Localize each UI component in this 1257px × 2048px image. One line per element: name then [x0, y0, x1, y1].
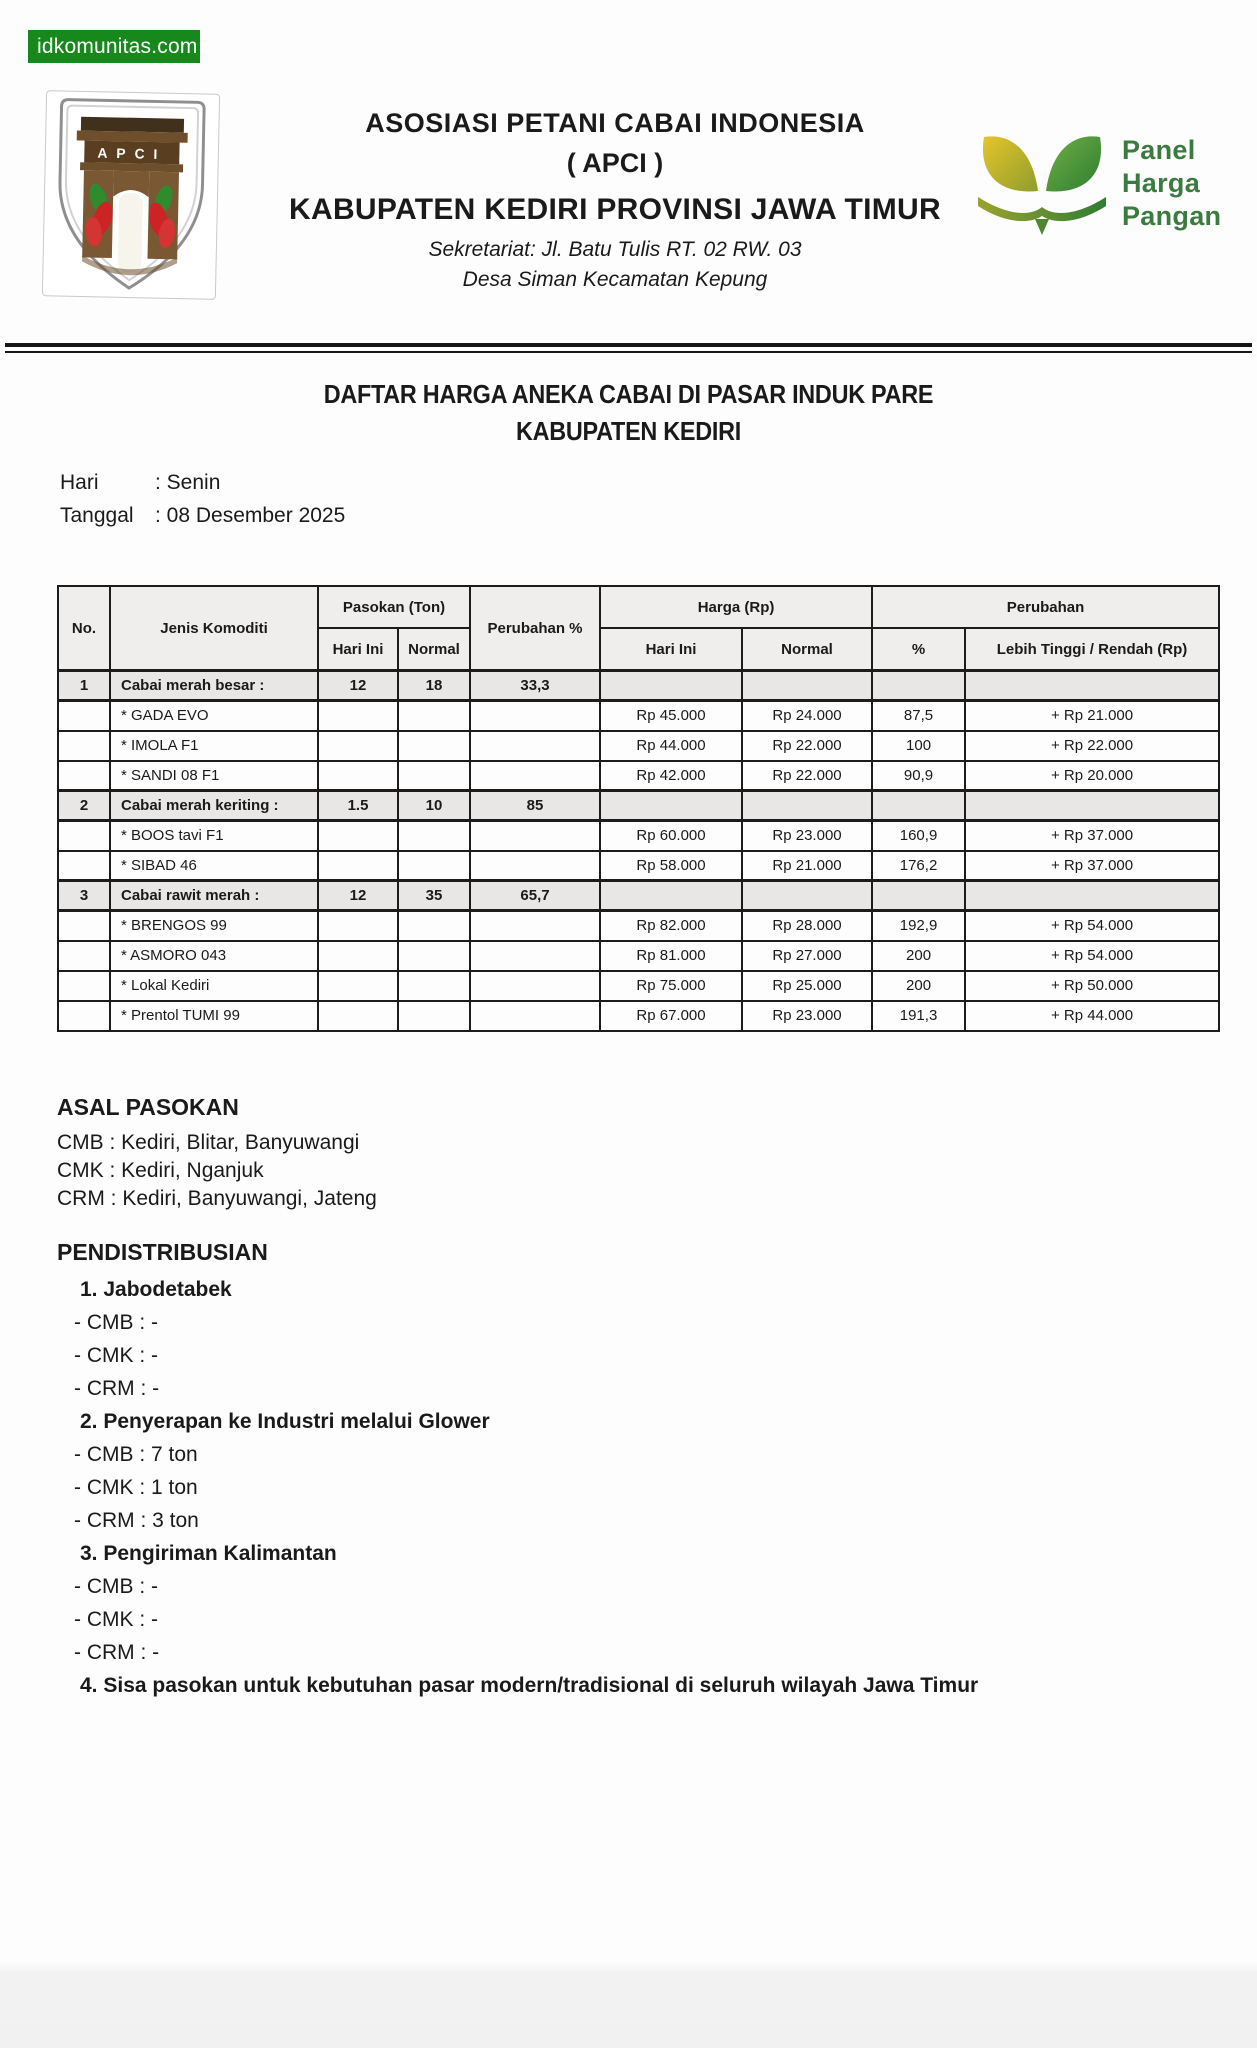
- cell-harga_normal: Rp 22.000: [742, 731, 872, 761]
- cell-no: [58, 701, 110, 731]
- cell-no: [58, 851, 110, 881]
- cell-perubahan_pct: 65,7: [470, 881, 600, 911]
- cell-pasokan_normal: [398, 821, 470, 851]
- cell-pct: 176,2: [872, 851, 965, 881]
- cell-pasokan_normal: 10: [398, 791, 470, 821]
- cell-pct: [872, 791, 965, 821]
- cell-no: 2: [58, 791, 110, 821]
- cell-harga_normal: Rp 27.000: [742, 941, 872, 971]
- cell-harga_hari: Rp 45.000: [600, 701, 742, 731]
- distrib-sub: - CMK : -: [74, 1608, 158, 1631]
- cell-label: Cabai rawit merah :: [110, 881, 318, 911]
- org-abbrev: ( APCI ): [566, 148, 664, 178]
- header-selisih: Lebih Tinggi / Rendah (Rp): [965, 628, 1219, 671]
- tanggal-label: Tanggal: [60, 504, 134, 527]
- distrib-sub: - CMK : -: [74, 1344, 158, 1367]
- cell-pct: 90,9: [872, 761, 965, 791]
- cell-pasokan_normal: [398, 761, 470, 791]
- cell-pasokan_hari: [318, 1001, 398, 1031]
- asal-pasokan-section: [57, 1093, 377, 1213]
- cell-selisih: [965, 791, 1219, 821]
- cell-label: * ASMORO 043: [110, 941, 318, 971]
- cell-harga_normal: [742, 671, 872, 701]
- cell-no: [58, 821, 110, 851]
- cell-pasokan_hari: [318, 941, 398, 971]
- cell-selisih: + Rp 44.000: [965, 1001, 1219, 1031]
- distrib-item-2: 2. Penyerapan ke Industri melalui Glower: [80, 1410, 490, 1433]
- distrib-item-3: 3. Pengiriman Kalimantan: [80, 1542, 337, 1565]
- item-row: [58, 821, 1219, 851]
- cell-pasokan_normal: 35: [398, 881, 470, 911]
- cell-no: [58, 971, 110, 1001]
- item-row: [58, 941, 1219, 971]
- category-row: [58, 791, 1219, 821]
- cell-perubahan_pct: 85: [470, 791, 600, 821]
- shield-icon: [47, 94, 215, 295]
- cell-no: [58, 1001, 110, 1031]
- cell-harga_hari: [600, 791, 742, 821]
- cell-selisih: + Rp 50.000: [965, 971, 1219, 1001]
- cell-pct: [872, 881, 965, 911]
- pendistribusian-heading: PENDISTRIBUSIAN: [57, 1239, 268, 1265]
- distrib-sub: - CMB : -: [74, 1575, 158, 1598]
- cell-pasokan_hari: 12: [318, 671, 398, 701]
- cell-label: * GADA EVO: [110, 701, 318, 731]
- cell-perubahan_pct: [470, 701, 600, 731]
- cell-label: * BOOS tavi F1: [110, 821, 318, 851]
- cell-label: * BRENGOS 99: [110, 911, 318, 941]
- cell-harga_hari: Rp 82.000: [600, 911, 742, 941]
- title-line2: KABUPATEN KEDIRI: [516, 416, 741, 446]
- hari-row: [60, 466, 345, 499]
- hari-label: Hari: [60, 471, 99, 494]
- price-table-body: [58, 671, 1219, 1031]
- tanggal-value: : 08 Desember 2025: [155, 504, 346, 527]
- distrib-sub: - CMK : 1 ton: [74, 1476, 198, 1499]
- header-harga-group: Harga (Rp): [600, 586, 872, 628]
- cell-pct: 200: [872, 941, 965, 971]
- distrib-sub: - CMB : -: [74, 1311, 158, 1334]
- item-row: [58, 971, 1219, 1001]
- cell-selisih: [965, 881, 1219, 911]
- cell-harga_normal: Rp 25.000: [742, 971, 872, 1001]
- header-pct: %: [872, 628, 965, 671]
- cell-pct: 192,9: [872, 911, 965, 941]
- cell-label: Cabai merah keriting :: [110, 791, 318, 821]
- tanggal-row: [60, 499, 345, 532]
- cell-pct: 87,5: [872, 701, 965, 731]
- cell-pasokan_hari: [318, 731, 398, 761]
- asal-line-cmk: CMK : Kediri, Nganjuk: [57, 1159, 264, 1182]
- category-row: [58, 671, 1219, 701]
- cell-label: * Lokal Kediri: [110, 971, 318, 1001]
- distrib-sub: - CRM : -: [74, 1641, 160, 1664]
- cell-pasokan_hari: [318, 851, 398, 881]
- cell-pct: 191,3: [872, 1001, 965, 1031]
- distrib-item-4: 4. Sisa pasokan untuk kebutuhan pasar modern/tradisional di seluruh wilayah Jawa Timur: [80, 1674, 979, 1697]
- cell-pasokan_hari: [318, 971, 398, 1001]
- header-perubahan-group: Perubahan: [872, 586, 1219, 628]
- org-desa: Desa Siman Kecamatan Kepung: [462, 268, 768, 291]
- distrib-sub: - CRM : 3 ton: [74, 1509, 199, 1532]
- cell-no: 1: [58, 671, 110, 701]
- cell-selisih: [965, 671, 1219, 701]
- cell-harga_normal: Rp 23.000: [742, 1001, 872, 1031]
- item-row: [58, 701, 1219, 731]
- cell-harga_hari: Rp 60.000: [600, 821, 742, 851]
- logo-word-pangan: Pangan: [1122, 201, 1222, 231]
- cell-harga_normal: Rp 21.000: [742, 851, 872, 881]
- item-row: [58, 911, 1219, 941]
- cell-harga_hari: [600, 881, 742, 911]
- cell-no: 3: [58, 881, 110, 911]
- item-row: [58, 731, 1219, 761]
- cell-label: Cabai merah besar :: [110, 671, 318, 701]
- cell-harga_normal: Rp 28.000: [742, 911, 872, 941]
- logo-word-harga: Harga: [1122, 168, 1201, 198]
- pendistribusian-section: [57, 1236, 978, 1702]
- cell-harga_hari: Rp 42.000: [600, 761, 742, 791]
- asal-line-cmb: CMB : Kediri, Blitar, Banyuwangi: [57, 1131, 360, 1154]
- org-region: KABUPATEN KEDIRI PROVINSI JAWA TIMUR: [289, 193, 941, 226]
- cell-perubahan_pct: [470, 731, 600, 761]
- cell-harga_normal: Rp 24.000: [742, 701, 872, 731]
- scan-bottom-edge: [0, 1962, 1257, 2048]
- title-line1: DAFTAR HARGA ANEKA CABAI DI PASAR INDUK PARE: [323, 379, 934, 409]
- cell-pasokan_normal: [398, 941, 470, 971]
- cell-perubahan_pct: [470, 851, 600, 881]
- cell-selisih: + Rp 54.000: [965, 911, 1219, 941]
- cell-pasokan_normal: [398, 701, 470, 731]
- price-table-header: [58, 586, 1219, 671]
- org-sekretariat: Sekretariat: Jl. Batu Tulis RT. 02 RW. 03: [428, 238, 802, 261]
- cell-selisih: + Rp 54.000: [965, 941, 1219, 971]
- cell-pct: 200: [872, 971, 965, 1001]
- cell-pasokan_normal: [398, 911, 470, 941]
- cell-pct: 160,9: [872, 821, 965, 851]
- cell-perubahan_pct: [470, 761, 600, 791]
- date-block: [60, 466, 345, 532]
- cell-harga_hari: [600, 671, 742, 701]
- letterhead: [245, 108, 985, 292]
- cell-no: [58, 731, 110, 761]
- distrib-item-1: 1. Jabodetabek: [80, 1278, 232, 1301]
- cell-pasokan_normal: [398, 1001, 470, 1031]
- cell-selisih: + Rp 37.000: [965, 851, 1219, 881]
- cell-harga_hari: Rp 67.000: [600, 1001, 742, 1031]
- cell-selisih: + Rp 20.000: [965, 761, 1219, 791]
- org-name: ASOSIASI PETANI CABAI INDONESIA: [365, 108, 865, 138]
- cell-label: * Prentol TUMI 99: [110, 1001, 318, 1031]
- logo-wordmark: [1122, 134, 1221, 233]
- cell-harga_normal: [742, 881, 872, 911]
- header-harga-normal: Normal: [742, 628, 872, 671]
- cell-harga_hari: Rp 81.000: [600, 941, 742, 971]
- cell-selisih: + Rp 22.000: [965, 731, 1219, 761]
- cell-perubahan_pct: [470, 911, 600, 941]
- header-harga-hari-ini: Hari Ini: [600, 628, 742, 671]
- logo-word-panel: Panel: [1122, 135, 1196, 165]
- cell-label: * SIBAD 46: [110, 851, 318, 881]
- svg-text:APCI: APCI: [97, 144, 167, 163]
- asal-line-crm: CRM : Kediri, Banyuwangi, Jateng: [57, 1187, 377, 1210]
- cell-pasokan_hari: [318, 761, 398, 791]
- cell-pasokan_normal: [398, 971, 470, 1001]
- item-row: [58, 851, 1219, 881]
- apci-crest-logo: [42, 90, 220, 300]
- cell-harga_normal: Rp 23.000: [742, 821, 872, 851]
- header-pasokan-group: Pasokan (Ton): [318, 586, 470, 628]
- cell-no: [58, 941, 110, 971]
- asal-pasokan-heading: ASAL PASOKAN: [57, 1094, 239, 1120]
- cell-pasokan_normal: 18: [398, 671, 470, 701]
- cell-no: [58, 761, 110, 791]
- cell-selisih: + Rp 21.000: [965, 701, 1219, 731]
- leaf-book-icon: [972, 129, 1112, 239]
- cell-harga_hari: Rp 44.000: [600, 731, 742, 761]
- cell-harga_hari: Rp 75.000: [600, 971, 742, 1001]
- cell-harga_hari: Rp 58.000: [600, 851, 742, 881]
- distrib-sub: - CRM : -: [74, 1377, 160, 1400]
- cell-pasokan_normal: [398, 731, 470, 761]
- cell-pasokan_hari: 1.5: [318, 791, 398, 821]
- header-perubahan-pct: Perubahan %: [470, 586, 600, 671]
- cell-perubahan_pct: [470, 941, 600, 971]
- item-row: [58, 1001, 1219, 1031]
- cell-perubahan_pct: 33,3: [470, 671, 600, 701]
- cell-perubahan_pct: [470, 1001, 600, 1031]
- cell-label: * IMOLA F1: [110, 731, 318, 761]
- header-komoditi: Jenis Komoditi: [110, 586, 318, 671]
- header-no: No.: [58, 586, 110, 671]
- price-table: [57, 585, 1220, 1032]
- cell-pasokan_hari: [318, 911, 398, 941]
- cell-perubahan_pct: [470, 821, 600, 851]
- cell-selisih: + Rp 37.000: [965, 821, 1219, 851]
- header-pasokan-hari-ini: Hari Ini: [318, 628, 398, 671]
- cell-pasokan_normal: [398, 851, 470, 881]
- item-row: [58, 761, 1219, 791]
- cell-label: * SANDI 08 F1: [110, 761, 318, 791]
- cell-harga_normal: [742, 791, 872, 821]
- double-rule-divider: [5, 343, 1252, 353]
- header-pasokan-normal: Normal: [398, 628, 470, 671]
- cell-pasokan_hari: [318, 701, 398, 731]
- cell-pasokan_hari: 12: [318, 881, 398, 911]
- cell-no: [58, 911, 110, 941]
- panel-harga-pangan-logo: [972, 126, 1252, 241]
- document-title: [0, 379, 1257, 447]
- distrib-sub: - CMB : 7 ton: [74, 1443, 198, 1466]
- category-row: [58, 881, 1219, 911]
- cell-pasokan_hari: [318, 821, 398, 851]
- hari-value: : Senin: [155, 471, 221, 494]
- cell-perubahan_pct: [470, 971, 600, 1001]
- watermark-badge: idkomunitas.com: [28, 30, 200, 63]
- cell-pct: 100: [872, 731, 965, 761]
- cell-pct: [872, 671, 965, 701]
- cell-harga_normal: Rp 22.000: [742, 761, 872, 791]
